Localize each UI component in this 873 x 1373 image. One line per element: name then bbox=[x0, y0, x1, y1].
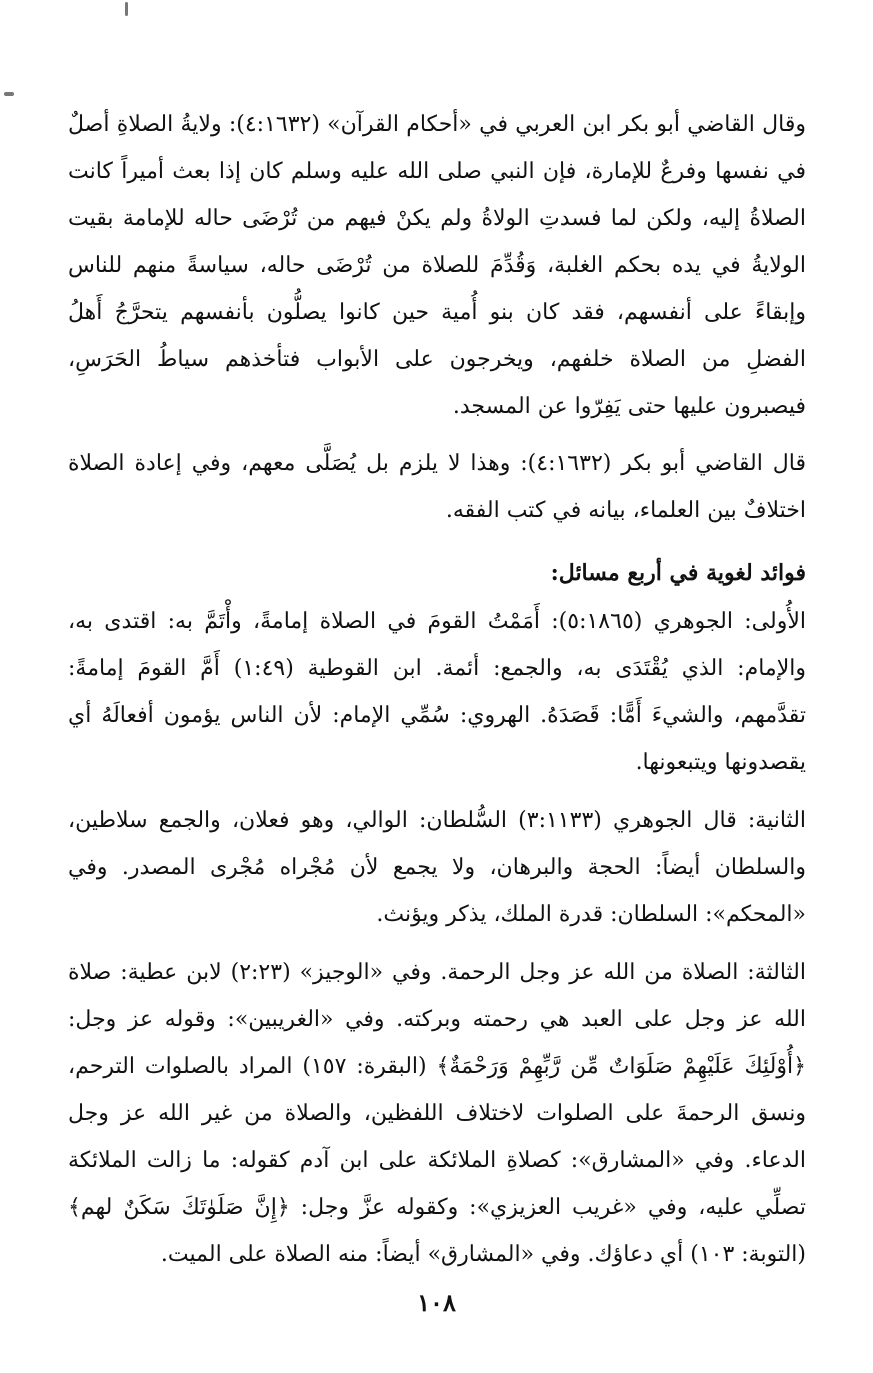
paragraph-third-issue: الثالثة: الصلاة من الله عز وجل الرحمة. وفي «الوجيز» (٢:٢٣) لابن عطية: صلاة الله عز وجل على العبد هي رحمته وبركته. وفي «الغريبين»: وقوله عز وجل: ﴿أُوْلَئِكَ عَلَيْهِمْ صَلَوَاتٌ مِّن رَّبِّهِمْ وَرَحْمَةٌ﴾ (البقرة: ١٥٧) المراد بالصلوات الترحم، ونسق الرحمةَ على الصلوات لاختلاف اللفظين، والصلاة من غير الله عز وجل الدعاء. وفي «المشارق»: كصلاةِ الملائكة على ابن آدم كقوله: ما زالت الملائكة تصلِّي عليه، وفي «غريب العزيزي»: وكقوله عزَّ وجل: ﴿إِنَّ صَلَوٰتَكَ سَكَنٌ لهم﴾ (التوبة: ١٠٣) أي دعاؤك. وفي «المشارق» أيضاً: منه الصلاة على الميت. bbox=[68, 960, 806, 1267]
scan-speck bbox=[4, 92, 14, 96]
paragraph-first-issue: الأُولى: الجوهري (٥:١٨٦٥): أَمَمْتُ القومَ في الصلاة إمامةً، وأْتَمَّ به: اقتدى به، والإمام: الذي يُقْتَدَى به، والجمع: أئمة. ابن القوطية (١:٤٩) أَمَّ القومَ إمامةً: تقدَّمهم، والشيءَ أَمًّا: قَصَدَهُ. الهروي: سُمِّي الإمام: لأن الناس يؤمون أفعالَهُ أي يقصدونها ويتبعونها. bbox=[68, 609, 806, 775]
paragraph-qadi-comment: قال القاضي أبو بكر (٤:١٦٣٢): وهذا لا يلزم بل يُصَلَّى معهم، وفي إعادة الصلاة اختلافٌ بين العلماء، بيانه في كتب الفقه. bbox=[68, 451, 807, 523]
paragraph-ibn-alarabi-quote: وقال القاضي أبو بكر ابن العربي في «أحكام القرآن» (٤:١٦٣٢): ولايةُ الصلاةِ أصلٌ في نفسها وفرعٌ للإمارة، فإن النبي صلى الله عليه وسلم كان إذا بعث أميراً كانت الصلاةُ إليه، ولكن لما فسدتِ الولاةُ ولم يكنْ فيهم من تُرْضَى حاله للإمامة بقيت الولايةُ في يده بحكم الغلبة، وَقُدِّمَ للصلاة من تُرْضَى حاله، سياسةً منهم للناس وإبقاءً على أنفسهم، فقد كان بنو أُمية حين كانوا يصلُّون بأنفسهم يتحرَّجُ أَهلُ الفضلِ من الصلاة خلفهم، ويخرجون على الأبواب فتأخذهم سياطُ الحَرَسِ، فيصبرون عليها حتى يَفِرّوا عن المسجد. bbox=[68, 112, 806, 419]
section-heading: فوائد لغوية في أربع مسائل: bbox=[550, 560, 806, 586]
page-number: ١٠٨ bbox=[417, 1288, 456, 1317]
paragraph-second-issue: الثانية: قال الجوهري (٣:١١٣٣) السُّلطان: الوالي، وهو فعلان، والجمع سلاطين، والسلطان أيضاً: الحجة والبرهان، ولا يجمع لأن مُجْراه مُجْرى المصدر. وفي «المحكم»: السلطان: قدرة الملك، يذكر ويؤنث. bbox=[68, 808, 807, 927]
scan-speck bbox=[125, 2, 128, 16]
